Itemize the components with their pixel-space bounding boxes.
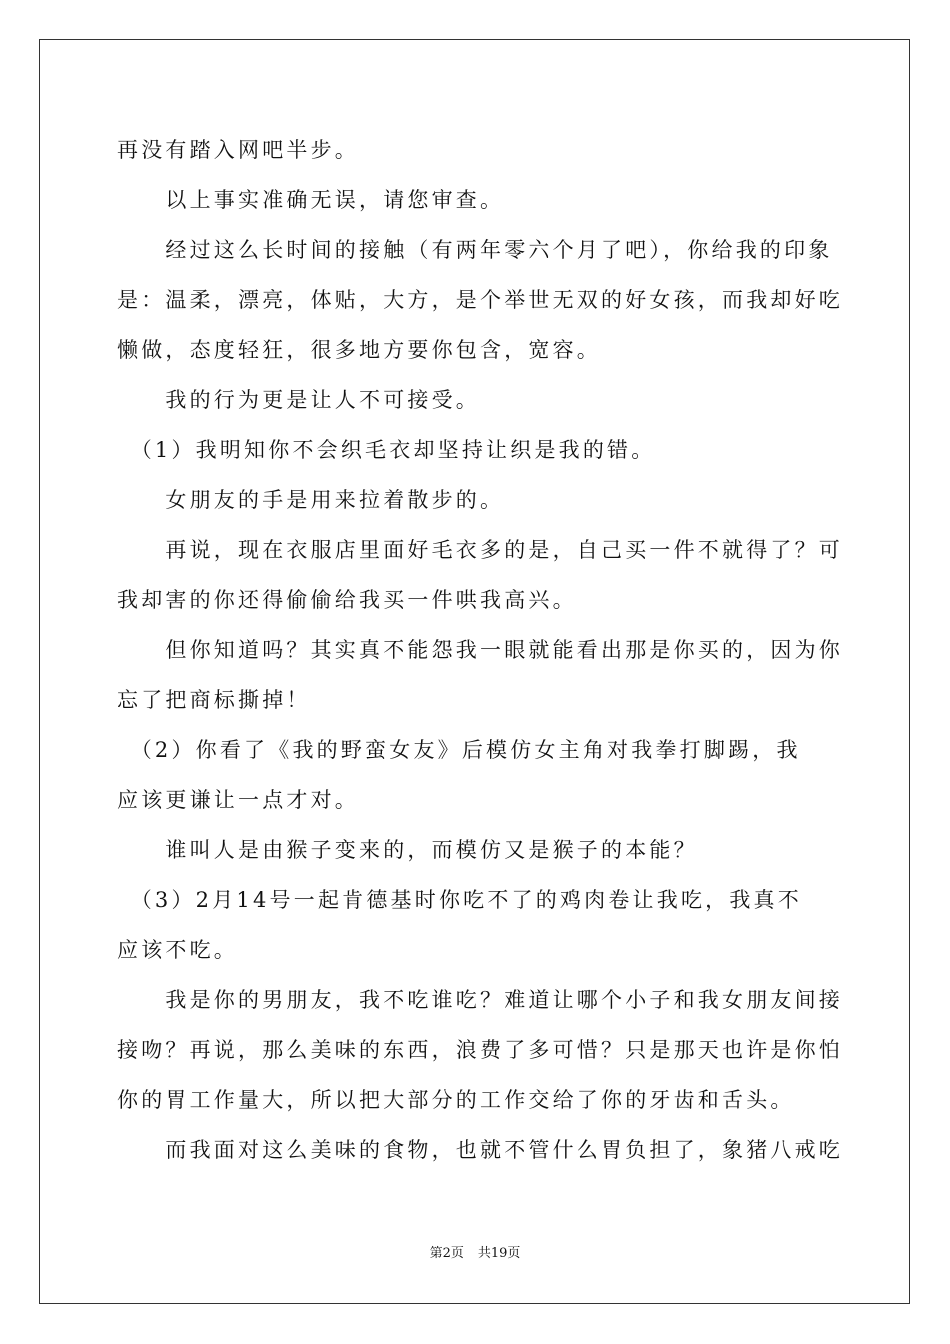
text-line: 应该更谦让一点才对。	[117, 788, 359, 812]
text-line: 你的胃工作量大，所以把大部分的工作交给了你的牙齿和舌头。	[117, 1088, 795, 1112]
page-total: 共19页	[477, 1246, 521, 1261]
text-line: （3）2月14号一起肯德基时你吃不了的鸡肉卷让我吃，我真不	[117, 888, 802, 912]
text-line: 再说，现在衣服店里面好毛衣多的是，自己买一件不就得了？可	[117, 538, 843, 562]
page-number: 第2页	[429, 1246, 464, 1261]
text-line: 我的行为更是让人不可接受。	[117, 388, 480, 412]
text-line: 忘了把商标撕掉！	[117, 688, 311, 712]
text-line: 但你知道吗？其实真不能怨我一眼就能看出那是你买的，因为你	[117, 638, 843, 662]
text-line: 我却害的你还得偷偷给我买一件哄我高兴。	[117, 588, 577, 612]
text-line: 谁叫人是由猴子变来的，而模仿又是猴子的本能？	[117, 838, 698, 862]
text-line: 我是你的男朋友，我不吃谁吃？难道让哪个小子和我女朋友间接	[117, 988, 843, 1012]
text-line: 经过这么长时间的接触（有两年零六个月了吧），你给我的印象	[117, 238, 833, 262]
text-line: 而我面对这么美味的食物，也就不管什么胃负担了，象猪八戒吃	[117, 1138, 843, 1162]
text-line: 接吻？再说，那么美味的东西，浪费了多可惜？只是那天也许是你怕	[117, 1038, 843, 1062]
page-footer	[0, 1244, 950, 1264]
text-line: 女朋友的手是用来拉着散步的。	[117, 488, 505, 512]
text-line: 是：温柔，漂亮，体贴，大方，是个举世无双的好女孩，而我却好吃	[117, 288, 843, 312]
text-line: 应该不吃。	[117, 938, 238, 962]
text-line: （2）你看了《我的野蛮女友》后模仿女主角对我拳打脚踢，我	[117, 738, 801, 762]
text-line: 以上事实准确无误，请您审查。	[117, 188, 505, 212]
text-line: （1）我明知你不会织毛衣却坚持让织是我的错。	[117, 438, 656, 462]
text-line: 懒做，态度轻狂，很多地方要你包含，宽容。	[117, 338, 601, 362]
text-line: 再没有踏入网吧半步。	[117, 138, 359, 162]
